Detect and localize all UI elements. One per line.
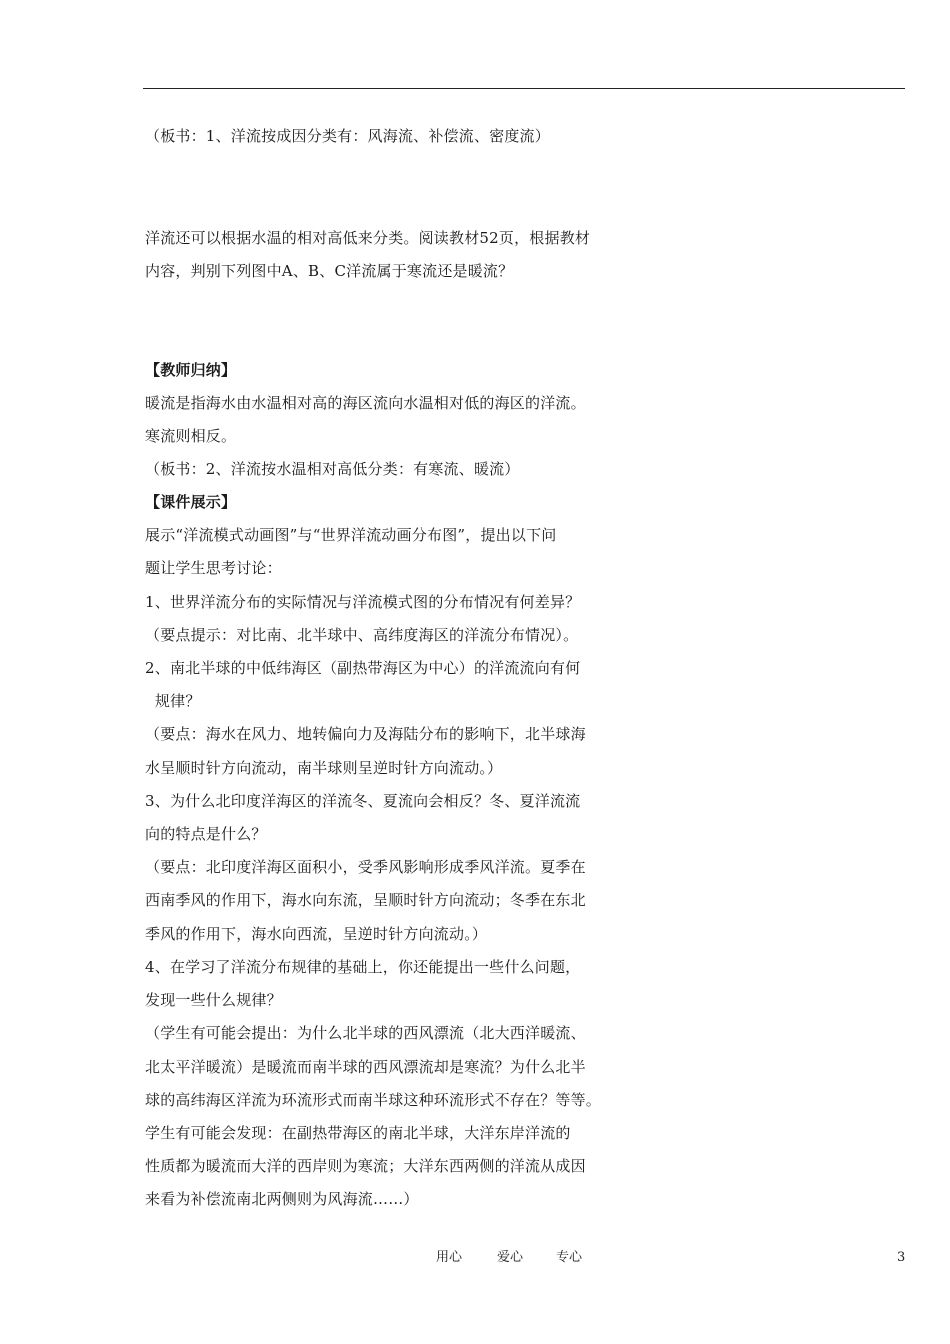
page-number: 3 [897,1250,906,1265]
paragraph-line: 内容，判别下列图中A、B、C洋流属于寒流还是暖流？ [145,262,514,280]
board-note-1: （板书：1、洋流按成因分类有：风海流、补偿流、密度流） [145,127,550,145]
question-1: 1、世界洋流分布的实际情况与洋流模式图的分布情况有何差异？ [145,593,581,611]
answer-4: （学生有可能会提出：为什么北半球的西风漂流（北大西洋暖流、 [145,1024,586,1042]
footer-motto-3: 专心 [556,1250,583,1265]
answer-4-cont: 性质都为暖流而大洋的西岸则为寒流；大洋东西两侧的洋流从成因 [145,1157,586,1175]
answer-4-cont: 北太平洋暖流）是暖流而南半球的西风漂流却是寒流？为什么北半 [145,1058,586,1076]
answer-4-cont: 学生有可能会发现：在副热带海区的南北半球，大洋东岸洋流的 [145,1124,571,1142]
answer-3: （要点：北印度洋海区面积小，受季风影响形成季风洋流。夏季在 [145,858,586,876]
question-3: 3、为什么北印度洋海区的洋流冬、夏流向会相反？冬、夏洋流流 [145,792,581,810]
footer-motto-2: 爱心 [497,1250,524,1265]
answer-3-cont: 季风的作用下，海水向西流，呈逆时针方向流动。） [145,925,488,943]
paragraph-line: 洋流还可以根据水温的相对高低来分类。阅读教材52页，根据教材 [145,229,591,247]
paragraph-line: 展示“洋流模式动画图”与“世界洋流动画分布图”，提出以下问 [145,526,557,544]
question-2-cont: 规律？ [145,692,201,710]
answer-2-cont: 水呈顺时针方向流动，南半球则呈逆时针方向流动。） [145,759,503,777]
paragraph-line: 寒流则相反。 [145,427,237,445]
paragraph-line: 题让学生思考讨论： [145,559,282,577]
board-note-2: （板书：2、洋流按水温相对高低分类：有寒流、暖流） [145,460,520,478]
answer-1: （要点提示：对比南、北半球中、高纬度海区的洋流分布情况）。 [145,626,579,644]
question-3-cont: 向的特点是什么？ [145,825,267,843]
answer-2: （要点：海水在风力、地转偏向力及海陆分布的影响下，北半球海 [145,725,586,743]
section-heading-teacher-summary: 【教师归纳】 [145,361,237,379]
answer-4-cont: 球的高纬海区洋流为环流形式而南半球这种环流形式不存在？等等。 [145,1091,602,1109]
paragraph-line: 暖流是指海水由水温相对高的海区流向水温相对低的海区的洋流。 [145,394,586,412]
section-heading-courseware: 【课件展示】 [145,493,237,511]
question-4: 4、在学习了洋流分布规律的基础上，你还能提出一些什么问题， [145,958,581,976]
question-4-cont: 发现一些什么规律？ [145,991,282,1009]
footer-motto-1: 用心 [436,1250,463,1265]
header-rule [143,88,905,89]
answer-4-cont: 来看为补偿流南北两侧则为风海流……） [145,1190,419,1208]
answer-3-cont: 西南季风的作用下，海水向东流，呈顺时针方向流动；冬季在东北 [145,891,586,909]
question-2: 2、南北半球的中低纬海区（副热带海区为中心）的洋流流向有何 [145,659,581,677]
